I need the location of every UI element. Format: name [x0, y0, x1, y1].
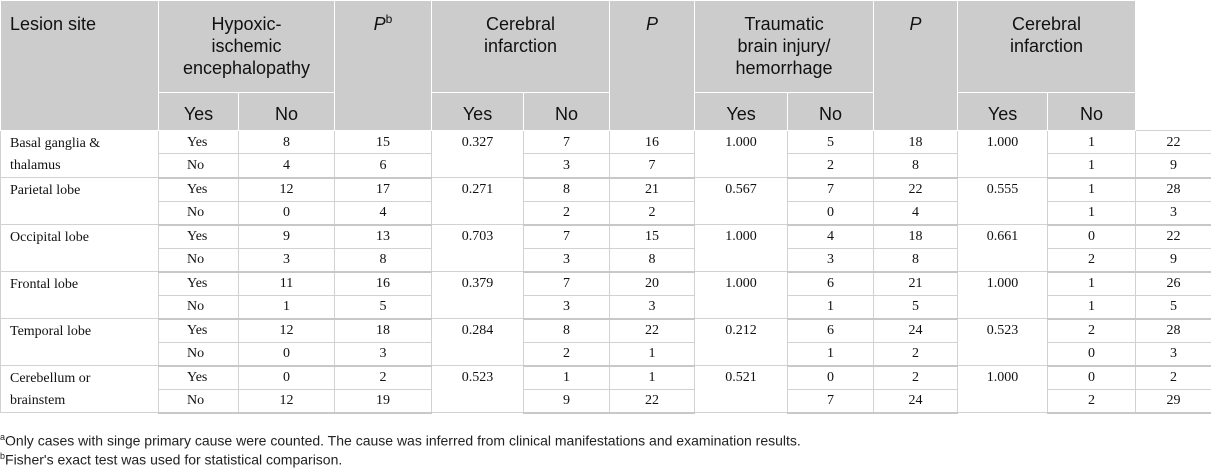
count-cell: 2: [524, 201, 610, 225]
count-cell: 8: [874, 248, 958, 272]
count-cell: 8: [524, 178, 610, 202]
yes-label-cell: Yes: [159, 131, 239, 154]
count-cell: 9: [1136, 248, 1211, 272]
count-cell: 7: [524, 272, 610, 296]
count-cell: 22: [1136, 225, 1211, 249]
count-cell: 20: [610, 272, 695, 296]
header-group-3: Cerebral infarction: [958, 1, 1136, 93]
header-no-0: No: [239, 93, 335, 131]
count-cell: 1: [1048, 178, 1136, 202]
yes-label-cell: Yes: [159, 225, 239, 249]
count-cell: 1: [1048, 154, 1136, 178]
table-row: [1, 366, 1211, 390]
count-cell: 7: [524, 225, 610, 249]
count-cell: 26: [1136, 272, 1211, 296]
p-label: P: [646, 14, 658, 34]
table-row: [1, 178, 1211, 202]
count-cell: 8: [239, 131, 335, 154]
header-p-1: [610, 1, 695, 131]
count-cell: 3: [1136, 342, 1211, 366]
count-cell: 22: [610, 319, 695, 343]
count-cell: 15: [335, 131, 432, 154]
count-cell: 5: [335, 295, 432, 319]
p-value-cell: 0.661: [958, 225, 1048, 272]
no-label-cell: No: [159, 154, 239, 178]
count-cell: 1: [788, 295, 874, 319]
table-row: [1, 272, 1211, 296]
count-cell: 3: [524, 295, 610, 319]
count-cell: 2: [1136, 366, 1211, 390]
lesion-site-cell: Occipital lobe: [1, 225, 159, 272]
count-cell: 0: [1048, 342, 1136, 366]
count-cell: 29: [1136, 389, 1211, 413]
count-cell: 4: [335, 201, 432, 225]
count-cell: 0: [788, 366, 874, 390]
count-cell: 4: [788, 225, 874, 249]
count-cell: 8: [610, 248, 695, 272]
count-cell: 5: [1136, 295, 1211, 319]
header-yes-3: Yes: [958, 93, 1048, 131]
p-value-cell: 0.212: [695, 319, 788, 366]
p-footnote-marker: b: [386, 12, 393, 26]
count-cell: 13: [335, 225, 432, 249]
count-cell: 28: [1136, 178, 1211, 202]
count-cell: 5: [788, 131, 874, 154]
count-cell: 16: [335, 272, 432, 296]
header-yes-1: Yes: [432, 93, 524, 131]
count-cell: 18: [874, 131, 958, 154]
header-row: [1, 1, 1211, 93]
count-cell: 7: [788, 389, 874, 413]
p-label: P: [910, 14, 922, 34]
lesion-site-cell: Basal ganglia & thalamus: [1, 131, 159, 178]
table-row: [1, 225, 1211, 249]
no-label-cell: No: [159, 389, 239, 413]
p-value-cell: 1.000: [695, 131, 788, 178]
count-cell: 1: [1048, 272, 1136, 296]
count-cell: 0: [1048, 366, 1136, 390]
table-row: [1, 319, 1211, 343]
no-label-cell: No: [159, 201, 239, 225]
count-cell: 2: [524, 342, 610, 366]
header-subrow: [1, 93, 1211, 131]
count-cell: 9: [1136, 154, 1211, 178]
header-yes-2: Yes: [695, 93, 788, 131]
p-label: P: [374, 14, 386, 34]
count-cell: 18: [335, 319, 432, 343]
count-cell: 21: [874, 272, 958, 296]
count-cell: 0: [239, 366, 335, 390]
count-cell: 2: [610, 201, 695, 225]
count-cell: 12: [239, 389, 335, 413]
count-cell: 11: [239, 272, 335, 296]
count-cell: 28: [1136, 319, 1211, 343]
no-label-cell: No: [159, 342, 239, 366]
count-cell: 6: [788, 272, 874, 296]
p-value-cell: 0.523: [958, 319, 1048, 366]
count-cell: 5: [874, 295, 958, 319]
no-label-cell: No: [159, 248, 239, 272]
count-cell: 3: [239, 248, 335, 272]
count-cell: 0: [788, 201, 874, 225]
count-cell: 2: [1048, 389, 1136, 413]
header-group-2: Traumatic brain injury/ hemorrhage: [695, 1, 874, 93]
count-cell: 3: [335, 342, 432, 366]
lesion-site-cell: Parietal lobe: [1, 178, 159, 225]
yes-label-cell: Yes: [159, 319, 239, 343]
count-cell: 12: [239, 178, 335, 202]
lesion-site-cell: Cerebellum or brainstem: [1, 366, 159, 413]
p-value-cell: 0.521: [695, 366, 788, 413]
count-cell: 9: [524, 389, 610, 413]
count-cell: 1: [524, 366, 610, 390]
p-value-cell: 0.379: [432, 272, 524, 319]
count-cell: 3: [610, 295, 695, 319]
count-cell: 1: [239, 295, 335, 319]
count-cell: 7: [524, 131, 610, 154]
count-cell: 7: [788, 178, 874, 202]
count-cell: 9: [239, 225, 335, 249]
p-value-cell: 1.000: [695, 272, 788, 319]
count-cell: 2: [788, 154, 874, 178]
count-cell: 2: [1048, 248, 1136, 272]
count-cell: 19: [335, 389, 432, 413]
header-group-0: Hypoxic- ischemic encephalopathy: [159, 1, 335, 93]
count-cell: 1: [1048, 295, 1136, 319]
header-no-1: No: [524, 93, 610, 131]
count-cell: 0: [239, 342, 335, 366]
count-cell: 1: [788, 342, 874, 366]
count-cell: 12: [239, 319, 335, 343]
count-cell: 1: [1048, 131, 1136, 154]
table-footnotes: [0, 428, 801, 466]
header-p-2: [874, 1, 958, 131]
count-cell: 3: [788, 248, 874, 272]
yes-label-cell: Yes: [159, 272, 239, 296]
count-cell: 24: [874, 389, 958, 413]
p-value-cell: 0.567: [695, 178, 788, 225]
header-yes-0: Yes: [159, 93, 239, 131]
count-cell: 1: [610, 342, 695, 366]
count-cell: 2: [335, 366, 432, 390]
p-value-cell: 0.523: [432, 366, 524, 413]
count-cell: 8: [335, 248, 432, 272]
count-cell: 7: [610, 154, 695, 178]
count-cell: 6: [788, 319, 874, 343]
yes-label-cell: Yes: [159, 178, 239, 202]
count-cell: 22: [610, 389, 695, 413]
count-cell: 1: [610, 366, 695, 390]
header-lesion-site: Lesion site: [1, 1, 159, 131]
count-cell: 21: [610, 178, 695, 202]
p-value-cell: 0.555: [958, 178, 1048, 225]
p-value-cell: 1.000: [958, 272, 1048, 319]
count-cell: 4: [874, 201, 958, 225]
p-value-cell: 1.000: [958, 131, 1048, 178]
count-cell: 8: [874, 154, 958, 178]
count-cell: 17: [335, 178, 432, 202]
count-cell: 8: [524, 319, 610, 343]
count-cell: 2: [1048, 319, 1136, 343]
count-cell: 3: [1136, 201, 1211, 225]
table-row: [1, 131, 1211, 154]
count-cell: 0: [239, 201, 335, 225]
yes-label-cell: Yes: [159, 366, 239, 390]
count-cell: 0: [1048, 225, 1136, 249]
count-cell: 2: [874, 366, 958, 390]
count-cell: 4: [239, 154, 335, 178]
header-p-0: [335, 1, 432, 131]
count-cell: 22: [874, 178, 958, 202]
p-value-cell: 0.327: [432, 131, 524, 178]
lesion-site-cell: Temporal lobe: [1, 319, 159, 366]
p-value-cell: 1.000: [695, 225, 788, 272]
count-cell: 3: [524, 248, 610, 272]
count-cell: 6: [335, 154, 432, 178]
count-cell: 18: [874, 225, 958, 249]
footnote-a: $^a$Only cases with singe primary cause were counted. The cause was inferred from clinical manifestations and examination results.: [0, 428, 801, 447]
no-label-cell: No: [159, 295, 239, 319]
header-no-2: No: [788, 93, 874, 131]
header-group-1: Cerebral infarction: [432, 1, 610, 93]
header-no-3: No: [1048, 93, 1136, 131]
p-value-cell: 0.284: [432, 319, 524, 366]
count-cell: 15: [610, 225, 695, 249]
count-cell: 22: [1136, 131, 1211, 154]
count-cell: 24: [874, 319, 958, 343]
count-cell: 1: [1048, 201, 1136, 225]
count-cell: 16: [610, 131, 695, 154]
p-value-cell: 0.271: [432, 178, 524, 225]
count-cell: 2: [874, 342, 958, 366]
count-cell: 3: [524, 154, 610, 178]
footnote-b: $^b$Fisher's exact test was used for statistical comparison.: [0, 447, 801, 466]
lesion-site-cell: Frontal lobe: [1, 272, 159, 319]
p-value-cell: 0.703: [432, 225, 524, 272]
p-value-cell: 1.000: [958, 366, 1048, 413]
